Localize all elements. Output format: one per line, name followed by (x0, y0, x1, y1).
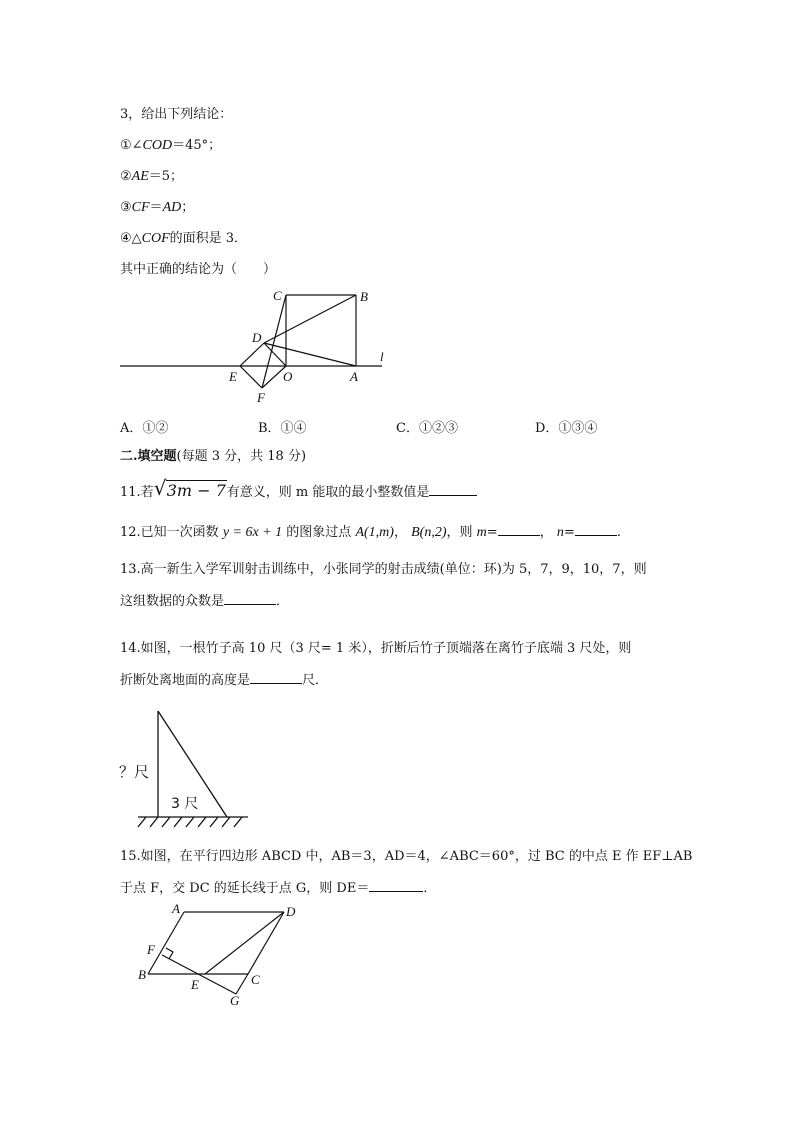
fig-label-F: F (257, 390, 265, 405)
q15-line-2: 于点 F，交 DC 的延长线于点 G，则 DE＝ ． (120, 881, 437, 896)
q11-answer-blank[interactable] (429, 483, 477, 496)
q12-n-blank[interactable] (575, 523, 617, 536)
section-2-heading: 二.填空题(每题 3 分，共 18 分) (120, 449, 307, 464)
fig-label-O: O (283, 369, 293, 384)
fig-label-C: C (273, 288, 282, 303)
q13-line-1: 13.高一新生入学军训射击训练中，小张同学的射击成绩(单位：环)为 5，7，9，10，7，则 (120, 562, 647, 577)
q15-line-1: 15.如图，在平行四边形 ABCD 中，AB＝3，AD＝4，∠ABC＝60°，过 BC 的中点 E 作 EF⊥AB (120, 849, 693, 864)
q10-conclusion-4: ④△COF的面积是 3． (120, 231, 248, 246)
fig-label-A: A (350, 369, 358, 384)
q10-conclusion-1: ①∠COD＝45°； (120, 138, 222, 153)
fig-label-F: F (147, 942, 155, 957)
q10-question: 其中正确的结论为（ ） (120, 262, 277, 277)
fig-label-E: E (229, 369, 237, 384)
fig-label-E: E (191, 977, 199, 992)
q13-line-2: 这组数据的众数是 ． (120, 594, 290, 609)
q11: 11.若 √ 3m − 7有意义，则 m 能取的最小整数值是 (120, 482, 477, 502)
option-b[interactable]: B．①④ (258, 421, 307, 436)
fig-label-base-length: 3 尺 (171, 796, 199, 812)
fig-label-B: B (138, 967, 146, 982)
q12-m-blank[interactable] (498, 523, 540, 536)
q13-answer-blank[interactable] (224, 592, 276, 605)
fig-label-D: D (286, 904, 296, 919)
fig-label-C: C (251, 972, 260, 987)
fig-label-G: G (230, 993, 240, 1008)
option-d[interactable]: D．①③④ (535, 421, 598, 436)
fig-label-l: l (380, 349, 384, 364)
q14-line-1: 14.如图，一根竹子高 10 尺（3 尺= 1 米），折断后竹子顶端落在离竹子底端 3 尺处，则 (120, 641, 632, 656)
option-c[interactable]: C．①②③ (396, 421, 458, 436)
fig-label-D: D (252, 330, 262, 345)
q10-conclusion-3: ③CF＝AD； (120, 200, 195, 215)
q12: 12.已知一次函数 y = 6x + 1 的图象过点 A(1,m)， B(n,2)，则 m= ， n= . (120, 525, 621, 540)
fig-label-B: B (360, 289, 368, 304)
option-a[interactable]: A．①② (120, 421, 169, 436)
q15-answer-blank[interactable] (369, 879, 423, 892)
q14-answer-blank[interactable] (250, 671, 302, 684)
fig-label-unknown-height: ？尺 (119, 763, 150, 781)
sqrt-expression: √ 3m − 7 (153, 476, 226, 500)
q10-conclusion-2: ②AE＝5； (120, 169, 184, 184)
q10-intro: 3，给出下列结论： (120, 107, 233, 122)
fig-label-A: A (172, 901, 180, 916)
q14-line-2: 折断处离地面的高度是 尺． (120, 673, 329, 688)
